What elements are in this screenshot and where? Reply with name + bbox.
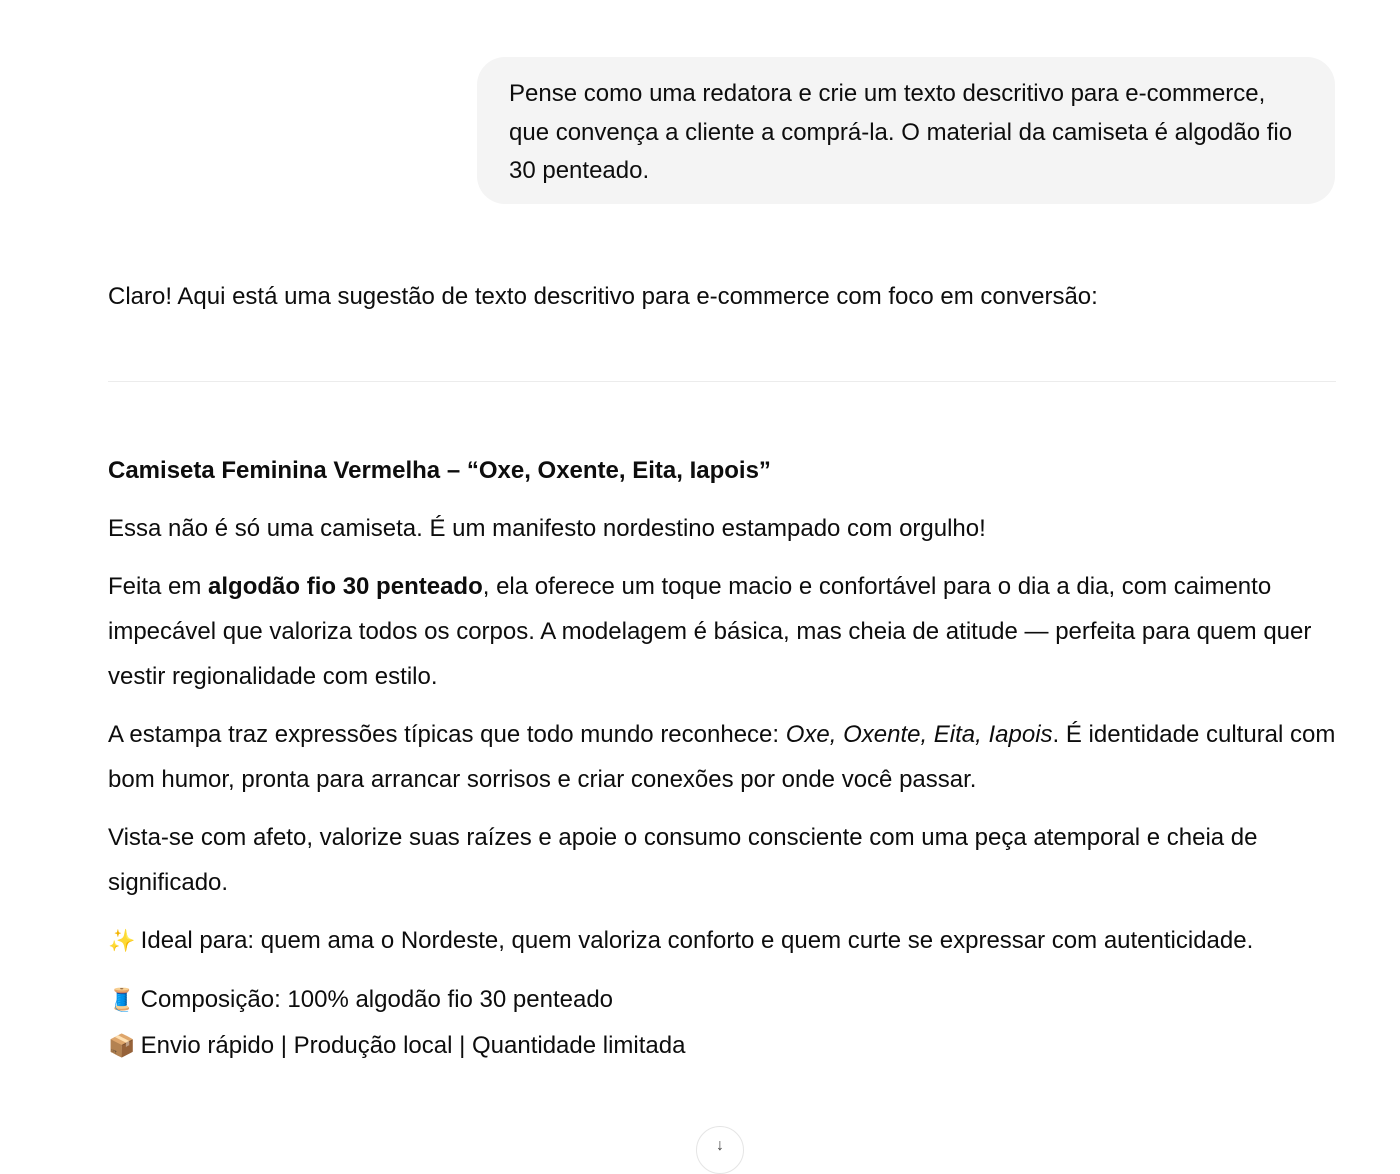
paragraph-5 xyxy=(108,918,1343,964)
paragraph-2-end: , ela oferece um toque macio e confortável para o dia a dia, com caimento impecável que valoriza todos os corpos. A modelagem é básica, mas cheia de atitude — perfeita para quem quer vestir regionalidade com estilo. xyxy=(108,573,1312,690)
divider xyxy=(108,381,1336,382)
shipping-text: Envio rápido | Produção local | Quantidade limitada xyxy=(140,1032,686,1059)
package-icon: 📦 xyxy=(108,1034,136,1059)
user-message-text: Pense como uma redatora e crie um texto descritivo para e-commerce, que convença a cliente a comprá-la. O material da camiseta é algodão fio 30 penteado. xyxy=(509,80,1293,184)
scroll-down-button[interactable] xyxy=(696,1126,744,1174)
arrow-down-icon: ↓ xyxy=(716,1137,724,1154)
ideal-for-text: Ideal para: quem ama o Nordeste, quem valoriza conforto e quem curte se expressar com autenticidade. xyxy=(140,927,1254,954)
paragraph-2-start: Feita em xyxy=(108,573,209,600)
material-bold: algodão fio 30 penteado xyxy=(208,573,483,600)
sparkles-icon: ✨ xyxy=(108,929,136,954)
paragraph-2 xyxy=(108,564,1343,699)
paragraph-3-start: A estampa traz expressões típicas que todo mundo reconhece: xyxy=(108,721,786,748)
expressions-italic: Oxe, Oxente, Eita, Iapois xyxy=(785,721,1053,748)
paragraph-3 xyxy=(108,712,1343,802)
user-message-bubble xyxy=(477,57,1335,204)
paragraph-3-end: . É identidade cultural com bom humor, pronta para arrancar sorrisos e criar conexões por onde você passar. xyxy=(108,721,1336,793)
assistant-intro: Claro! Aqui está uma sugestão de texto descritivo para e-commerce com foco em conversão: xyxy=(108,283,1098,310)
paragraph-1: Essa não é só uma camiseta. É um manifesto nordestino estampado com orgulho! xyxy=(108,515,986,542)
assistant-content xyxy=(108,448,1343,1069)
composition-text: Composição: 100% algodão fio 30 penteado xyxy=(140,986,614,1013)
thread-spool-icon: 🧵 xyxy=(108,988,136,1013)
list-item xyxy=(108,1023,1343,1069)
paragraph-4: Vista-se com afeto, valorize suas raízes e apoie o consumo consciente com uma peça atemporal e cheia de significado. xyxy=(108,824,1258,896)
product-title: Camiseta Feminina Vermelha – “Oxe, Oxente, Eita, Iapois” xyxy=(108,457,771,484)
list-item xyxy=(108,977,1343,1023)
